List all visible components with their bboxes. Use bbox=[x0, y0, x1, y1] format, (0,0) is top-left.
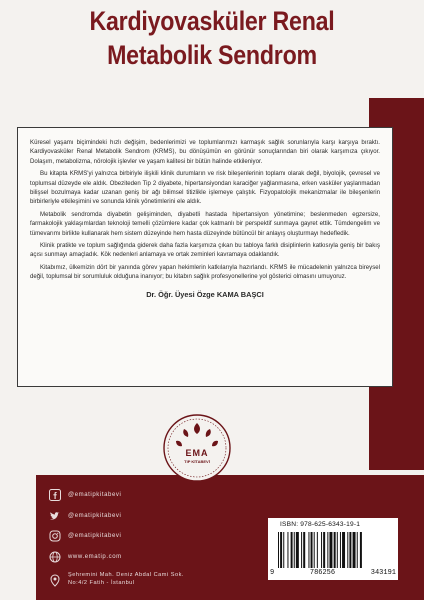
paragraph-3: Metabolik sendromda diyabetin gelişiminden, diyabetli hastada hipertansiyon yönetimine; beslenmeden egzersize, farmakolojik yaklaşımlardan teknoloji temelli çözümlere kadar çok katmanlı bir perspektif sunmaya gayret ettik. Tümdengelim ve tümevarımı birlikte kullanarak hem sistem düzeyinde hem hasta düzeyinde bütüncül bir anlayış oluşturmayı hedefledik. bbox=[30, 210, 380, 237]
barcode-stripe bbox=[291, 532, 293, 568]
barcode-stripe bbox=[287, 532, 288, 568]
address-line-1: Şehremini Mah. Deniz Abdal Cami Sok. bbox=[68, 572, 184, 579]
contact-twitter bbox=[48, 507, 248, 525]
barcode-stripe bbox=[283, 532, 284, 568]
title-line-2: Metabolik Sendrom bbox=[107, 40, 317, 70]
barcode-stripe bbox=[347, 532, 348, 568]
barcode-bars bbox=[278, 532, 388, 568]
barcode-stripe bbox=[349, 532, 351, 568]
contact-list bbox=[48, 486, 248, 595]
barcode-stripe bbox=[311, 532, 313, 568]
barcode-stripe bbox=[278, 532, 279, 568]
address-text bbox=[68, 572, 184, 588]
barcode-stripe bbox=[342, 532, 345, 568]
title-line-1: Kardiyovasküler Renal bbox=[89, 6, 335, 36]
barcode-digit-first: 9 bbox=[270, 569, 275, 577]
paragraph-5: Kitabımız, ülkemizin dört bir yanında görev yapan hekimlerin katkılarıyla hazırlandı. KRMS ile mücadelenin yalnızca bireysel değil, toplumsal bir sorumluluk olduğuna inanıyor; bu kitabın sağlık profesyonellerine yol gösterici olmasını umuyoruz. bbox=[30, 263, 380, 281]
contact-label: @ematipkitabevi bbox=[68, 492, 122, 498]
barcode-digits bbox=[270, 569, 396, 577]
barcode-digit-group-2: 343191 bbox=[370, 569, 396, 577]
barcode-stripe bbox=[314, 532, 315, 568]
barcode-stripe bbox=[353, 532, 356, 568]
contact-label: www.ematip.com bbox=[68, 553, 122, 560]
address-line-2: No:4/2 Fatih - İstanbul bbox=[68, 580, 135, 586]
barcode-stripe bbox=[334, 532, 336, 568]
contact-label: @ematipkitabevi bbox=[68, 533, 122, 539]
barcode-stripe bbox=[280, 532, 282, 568]
publisher-subtitle: TIP KİTABEVİ bbox=[184, 459, 210, 464]
barcode-stripe bbox=[294, 532, 295, 568]
publisher-logo-text bbox=[162, 448, 232, 464]
barcode-stripe bbox=[357, 532, 358, 568]
isbn-number: ISBN: 978-625-6343-19-1 bbox=[280, 521, 361, 528]
barcode-stripe bbox=[360, 532, 362, 568]
contact-website bbox=[48, 548, 248, 566]
barcode-stripe bbox=[323, 532, 325, 568]
contact-instagram bbox=[48, 527, 248, 545]
paragraph-1: Küresel yaşamı biçimindeki hızlı değişim, bedenlerimizi ve toplumlarımızı karmaşık sağlık sorunlarıyla karşı karşıya bıraktı. Kardiyovasküler Renal Metabolik Sendrom (KRMS), bu dönüşümün en görünür sonuçlarından biri olarak karşımıza çıkıyor. Dolaşım, metabolizma, nörolojik işlevler ve yaşam kalitesi bir bütün halinde etkileniyor. bbox=[30, 139, 380, 165]
author-name: Dr. Öğr. Üyesi Özge KAMA BAŞCI bbox=[146, 289, 264, 299]
barcode-stripe bbox=[321, 532, 322, 568]
contact-address bbox=[48, 568, 248, 592]
barcode-stripe bbox=[329, 532, 332, 568]
globe-icon bbox=[48, 550, 61, 563]
paragraph-4: Klinik pratikte ve toplum sağlığında giderek daha fazla karşımıza çıkan bu tabloya farklı disiplinlerin katkısıyla geniş bir bakış açısı sunmayı amaçladık. Kök nedenleri anlamaya ve ortak zeminleri kavramaya odaklandık. bbox=[30, 242, 380, 259]
instagram-icon bbox=[48, 530, 61, 543]
facebook-icon bbox=[48, 489, 61, 502]
contact-facebook bbox=[48, 486, 248, 504]
twitter-icon bbox=[48, 509, 61, 522]
paragraph-2: Bu kitapta KRMS'yi yalnızca birbiriyle ilişkili klinik durumların ve risk bileşenlerinin toplamı olarak değil, biyolojik, çevresel ve toplumsal düzeyde ele aldık. Obeziteden Tip 2 diyabete, hipertansiyondan karaciğer yağlanmasına, erken vasküler yaşlanmadan bilişsel bozulmaya kadar uzanan geniş bir ağı bilimsel titizlikle işlemeye çalıştık. Fizyopatolojik mekanizmalar ile bileşenlerin birbirleriyle etkileşimini ve sonunda klinik yönetimlerini ele aldık. bbox=[30, 170, 380, 206]
barcode-stripe bbox=[340, 532, 341, 568]
barcode-stripe bbox=[327, 532, 328, 568]
back-text-box bbox=[17, 127, 393, 387]
barcode-stripe bbox=[308, 532, 309, 568]
location-pin-icon bbox=[48, 574, 61, 587]
barcode-stripe bbox=[296, 532, 299, 568]
publisher-name: EMA bbox=[185, 448, 209, 458]
barcode-panel bbox=[268, 518, 398, 580]
barcode-digit-group-1: 786256 bbox=[309, 569, 336, 577]
barcode-stripe bbox=[337, 532, 338, 568]
barcode-stripe bbox=[303, 532, 305, 568]
contact-label: @ematipkitabevi bbox=[68, 512, 122, 519]
barcode-stripe bbox=[317, 532, 318, 568]
barcode-stripe bbox=[301, 532, 302, 568]
